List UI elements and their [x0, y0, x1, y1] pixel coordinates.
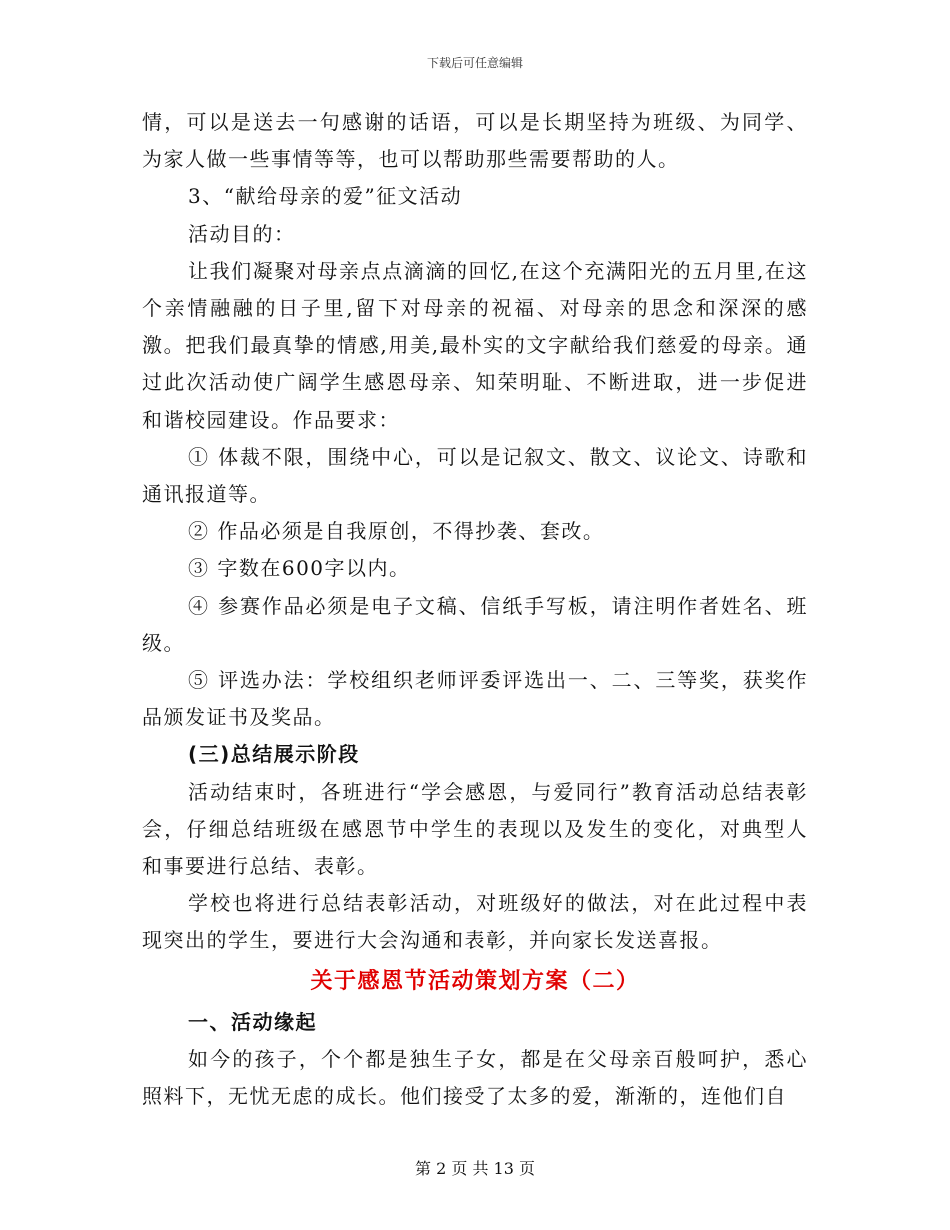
page-number: 第 2 页 共 13 页 [415, 1159, 535, 1178]
part-1-title: 一、活动缘起 [188, 1009, 317, 1034]
stage-3-title: (三)总结展示阶段 [188, 742, 360, 767]
header-note: 下载后可任意编辑 [426, 56, 523, 70]
paragraph-continuation: 情，可以是送去一句感谢的话语，可以是长期坚持为班级、为同学、为家人做一些事情等等，也可以帮助那些需要帮助的人。 [142, 110, 808, 172]
document-body [142, 104, 808, 1115]
requirement-4: ④ 参赛作品必须是电子文稿、信纸手写板，请注明作者姓名、班级。 [142, 593, 808, 655]
requirement-5: ⑤ 评选办法：学校组织老师评委评选出一、二、三等奖，获奖作品颁发证书及奖品。 [142, 668, 808, 730]
item-3-title: 3、“献给母亲的爱”征文活动 [188, 184, 463, 209]
requirement-1: ① 体裁不限，围绕中心，可以是记叙文、散文、议论文、诗歌和通讯报道等。 [142, 444, 808, 507]
requirement-2: ② 作品必须是自我原创，不得抄袭、套改。 [188, 519, 605, 544]
purpose-text: 让我们凝聚对母亲点点滴滴的回忆,在这个充满阳光的五月里,在这个亲情融融的日子里,留下对母亲的祝福、对母亲的思念和深深的感激。把我们最真挚的情感,用美,最朴实的文字献给我们慈爱的母亲。通过此次活动使广阔学生感恩母亲、知荣明耻、不断进取，进一步促进和谐校园建设。作品要求： [142, 258, 808, 432]
purpose-label: 活动目的： [188, 221, 296, 246]
requirement-3: ③ 字数在600字以内。 [188, 556, 411, 581]
part-1-text: 如今的孩子，个个都是独生子女，都是在父母亲百般呵护，悉心照料下，无忧无虑的成长。他们接受了太多的爱，渐渐的，连他们自 [142, 1046, 808, 1109]
plan-2-title: 关于感恩节活动策划方案（二） [310, 968, 640, 994]
stage-3-paragraph-2: 学校也将进行总结表彰活动，对班级好的做法，对在此过程中表现突出的学生，要进行大会沟通和表彰，并向家长发送喜报。 [142, 891, 808, 953]
stage-3-paragraph-1: 活动结束时，各班进行“学会感恩，与爱同行”教育活动总结表彰会，仔细总结班级在感恩节中学生的表现以及发生的变化，对典型人和事要进行总结、表彰。 [142, 779, 808, 879]
